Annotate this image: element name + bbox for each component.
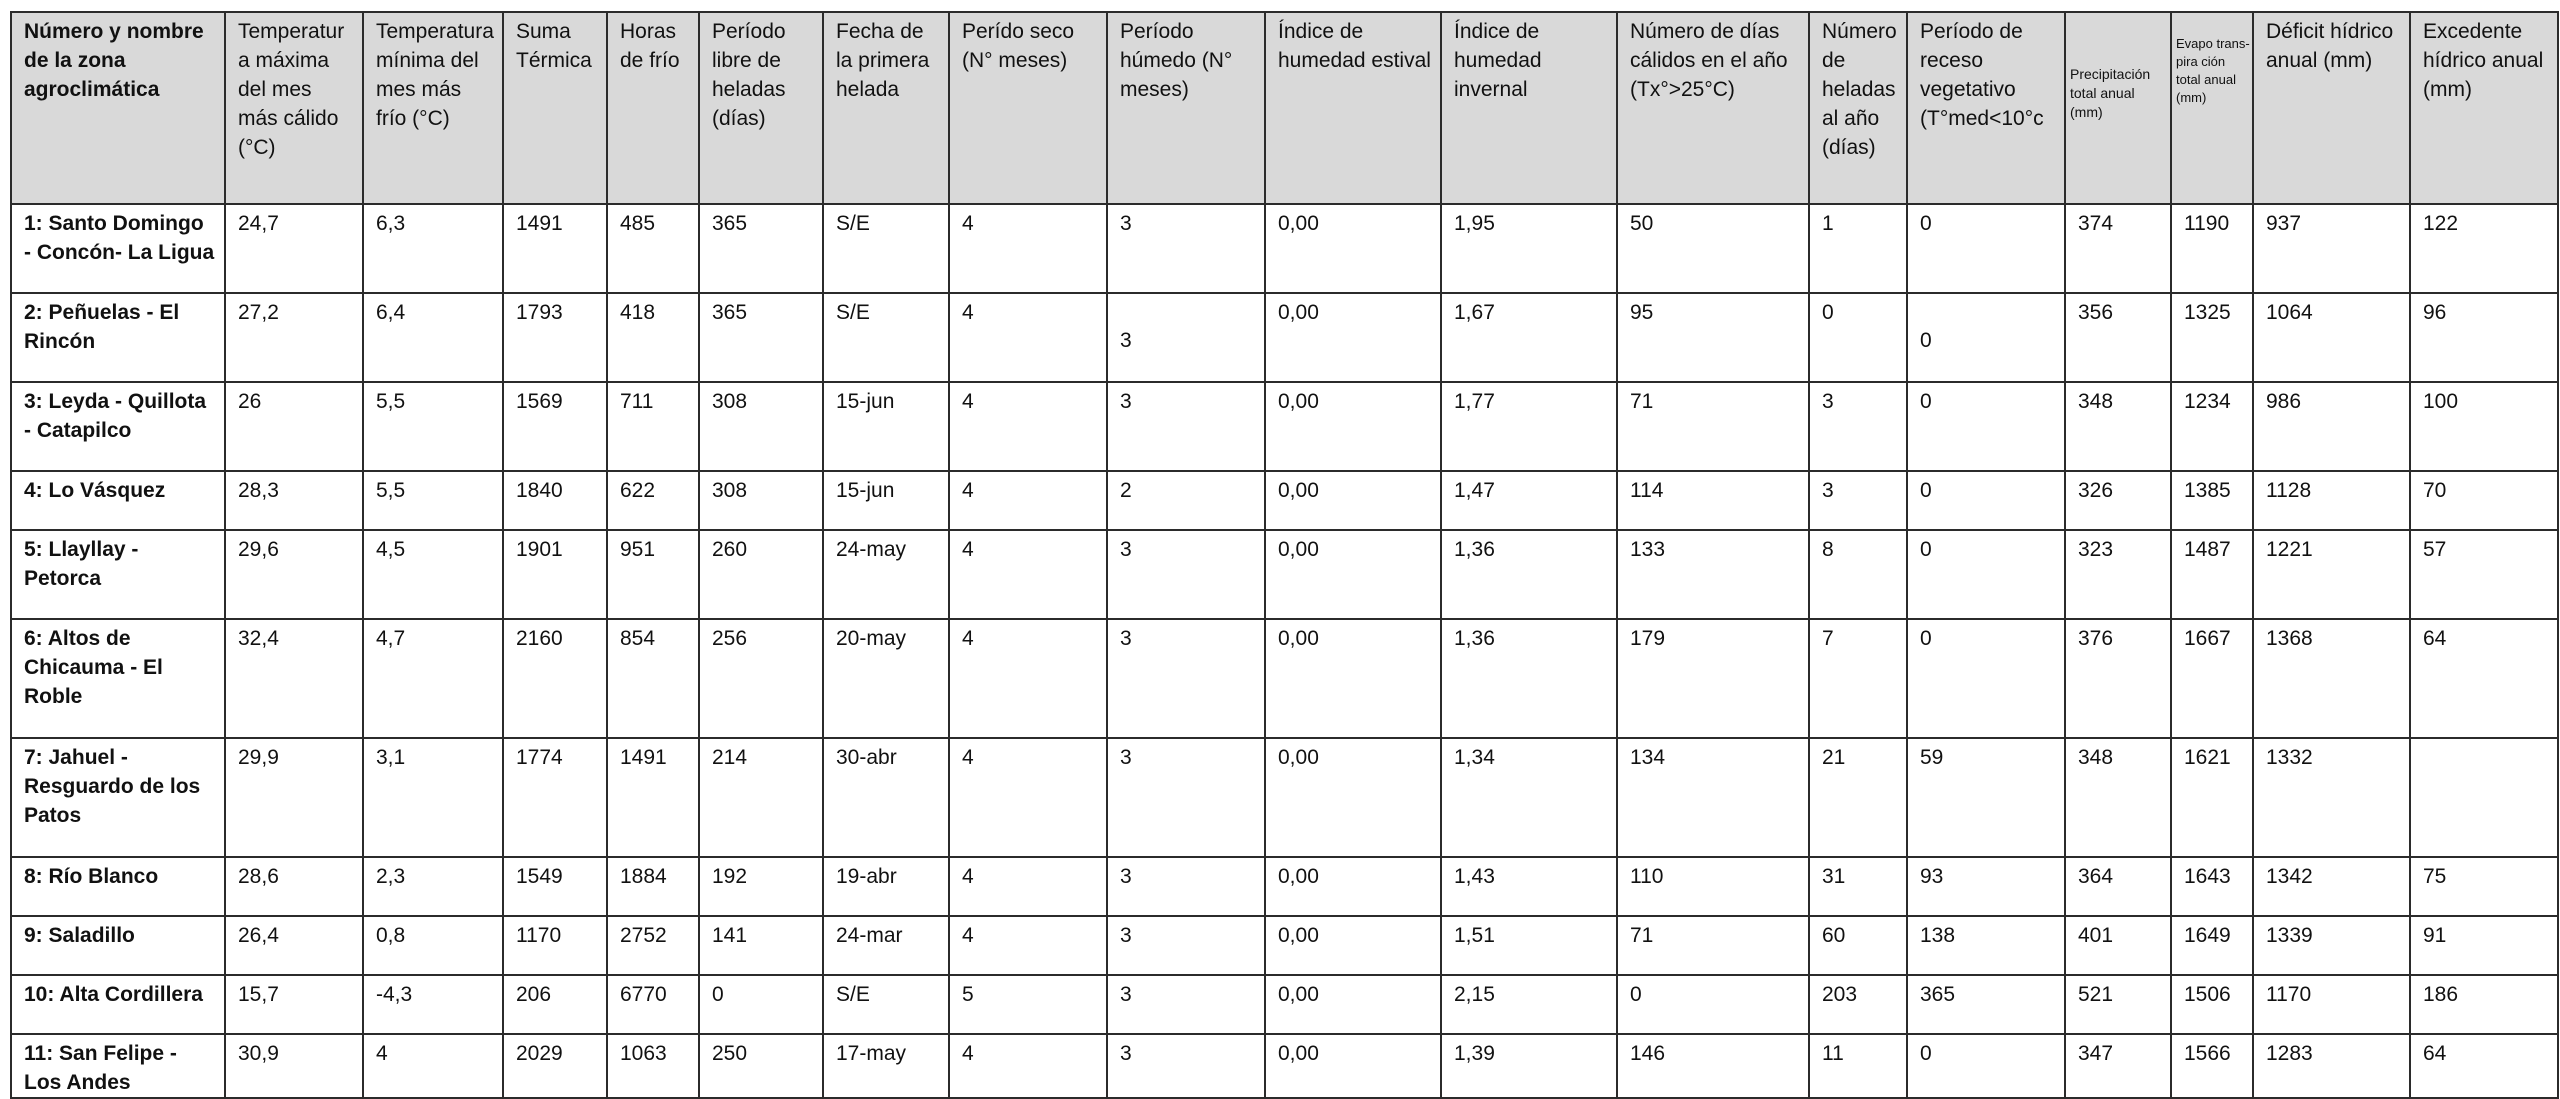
table-cell: 141: [699, 916, 823, 975]
table-row: [11, 619, 2558, 738]
table-cell: 256: [699, 619, 823, 738]
zone-name-cell: 3: Leyda - Quillota - Catapilco: [11, 382, 225, 471]
table-cell: 3: [1107, 916, 1265, 975]
table-cell: 0: [1907, 619, 2065, 738]
table-cell: 134: [1617, 738, 1809, 857]
table-cell: 0,00: [1265, 471, 1441, 530]
table-cell: 348: [2065, 382, 2171, 471]
table-cell: 2029: [503, 1034, 607, 1098]
zone-name-cell: 9: Saladillo: [11, 916, 225, 975]
table-cell: 93: [1907, 857, 2065, 916]
table-cell: 376: [2065, 619, 2171, 738]
table-cell: 0: [1617, 975, 1809, 1034]
table-row: [11, 738, 2558, 857]
table-cell: 4,5: [363, 530, 503, 619]
table-cell: 0,00: [1265, 975, 1441, 1034]
zone-name-cell: 6: Altos de Chicauma - El Roble: [11, 619, 225, 738]
table-cell: 17-may: [823, 1034, 949, 1098]
table-cell: 4: [949, 530, 1107, 619]
table-cell: 0: [1809, 293, 1907, 382]
table-cell: 1221: [2253, 530, 2410, 619]
header-water-deficit: Déficit hídrico anual (mm): [2253, 12, 2410, 204]
agroclimatic-zones-table: [10, 11, 2559, 1099]
header-water-surplus: Excedente hídrico anual (mm): [2410, 12, 2558, 204]
table-cell: 348: [2065, 738, 2171, 857]
table-cell: 3: [1107, 857, 1265, 916]
table-row: [11, 204, 2558, 293]
table-cell: 1,67: [1441, 293, 1617, 382]
table-cell: 4: [949, 293, 1107, 382]
table-cell: 57: [2410, 530, 2558, 619]
table-cell: 323: [2065, 530, 2171, 619]
table-cell: 1,39: [1441, 1034, 1617, 1098]
table-cell: 59: [1907, 738, 2065, 857]
header-thermal-sum: Suma Térmica: [503, 12, 607, 204]
table-cell: 15-jun: [823, 471, 949, 530]
zone-name-cell: 11: San Felipe - Los Andes: [11, 1034, 225, 1098]
table-cell: 15,7: [225, 975, 363, 1034]
table-cell: 1793: [503, 293, 607, 382]
table-cell: 100: [2410, 382, 2558, 471]
table-body: [11, 204, 2558, 1098]
table-cell: 0: [1907, 382, 2065, 471]
table-cell: 1385: [2171, 471, 2253, 530]
table-row: [11, 293, 2558, 382]
table-cell: 24-mar: [823, 916, 949, 975]
table-cell: 0: [1907, 471, 2065, 530]
table-cell: 203: [1809, 975, 1907, 1034]
table-cell: 24,7: [225, 204, 363, 293]
table-cell: 418: [607, 293, 699, 382]
table-cell: 1234: [2171, 382, 2253, 471]
table-cell: 2,3: [363, 857, 503, 916]
table-cell: 26: [225, 382, 363, 471]
table-cell: 30-abr: [823, 738, 949, 857]
header-first-frost: Fecha de la primera helada: [823, 12, 949, 204]
table-cell: 0,00: [1265, 204, 1441, 293]
table-cell: 122: [2410, 204, 2558, 293]
table-cell: 15-jun: [823, 382, 949, 471]
table-cell: 1064: [2253, 293, 2410, 382]
table-cell: 364: [2065, 857, 2171, 916]
header-row: [11, 12, 2558, 204]
table-cell: 4: [949, 619, 1107, 738]
table-cell: 21: [1809, 738, 1907, 857]
table-cell: 1,34: [1441, 738, 1617, 857]
table-cell: 365: [699, 293, 823, 382]
table-cell: -4,3: [363, 975, 503, 1034]
table-cell: 0: [699, 975, 823, 1034]
table-cell: 1170: [2253, 975, 2410, 1034]
table-cell: 0: [1907, 1034, 2065, 1098]
table-cell: 3: [1107, 1034, 1265, 1098]
table-cell: 0,00: [1265, 916, 1441, 975]
table-cell: 1621: [2171, 738, 2253, 857]
table-cell: 3: [1107, 738, 1265, 857]
table-cell: 1643: [2171, 857, 2253, 916]
table-cell: 0,00: [1265, 857, 1441, 916]
header-dormancy: Período de receso vegetativo (T°med<10°c: [1907, 12, 2065, 204]
table-cell: 485: [607, 204, 699, 293]
header-tmax: Temperatura máxima del mes más cálido (°C): [225, 12, 363, 204]
header-warm-days: Número de días cálidos en el año (Tx°>25°C): [1617, 12, 1809, 204]
table-cell: 138: [1907, 916, 2065, 975]
table-cell: 1190: [2171, 204, 2253, 293]
table-cell: 146: [1617, 1034, 1809, 1098]
table-cell: 1170: [503, 916, 607, 975]
table-cell: 64: [2410, 619, 2558, 738]
table-cell: 70: [2410, 471, 2558, 530]
table-cell: 0,00: [1265, 382, 1441, 471]
table-cell: 1332: [2253, 738, 2410, 857]
header-wet-period: Período húmedo (N° meses): [1107, 12, 1265, 204]
table-cell: 95: [1617, 293, 1809, 382]
header-evapotranspiration: Evapo trans-pira ción total anual (mm): [2171, 12, 2253, 204]
table-cell: 30,9: [225, 1034, 363, 1098]
zone-name-cell: 2: Peñuelas - El Rincón: [11, 293, 225, 382]
table-cell: 1569: [503, 382, 607, 471]
table-cell: 110: [1617, 857, 1809, 916]
table-cell: 2160: [503, 619, 607, 738]
table-cell: 4,7: [363, 619, 503, 738]
table-cell: 3: [1809, 382, 1907, 471]
table-cell: 4: [363, 1034, 503, 1098]
table-cell: 28,3: [225, 471, 363, 530]
table-cell: 365: [699, 204, 823, 293]
table-cell: 29,9: [225, 738, 363, 857]
table-cell: 250: [699, 1034, 823, 1098]
table-cell: 951: [607, 530, 699, 619]
table-cell: 0: [1907, 293, 2065, 382]
table-cell: 1491: [503, 204, 607, 293]
table-cell: 28,6: [225, 857, 363, 916]
table-cell: 0,00: [1265, 293, 1441, 382]
table-row: [11, 471, 2558, 530]
table-cell: 1283: [2253, 1034, 2410, 1098]
table-cell: 0,00: [1265, 530, 1441, 619]
table-cell: 3,1: [363, 738, 503, 857]
table-cell: 6770: [607, 975, 699, 1034]
table-cell: 3: [1107, 293, 1265, 382]
table-cell: 401: [2065, 916, 2171, 975]
table-cell: 1,77: [1441, 382, 1617, 471]
zone-name-cell: 7: Jahuel - Resguardo de los Patos: [11, 738, 225, 857]
table-cell: 206: [503, 975, 607, 1034]
table-cell: 60: [1809, 916, 1907, 975]
table-cell: 179: [1617, 619, 1809, 738]
table-cell: 1325: [2171, 293, 2253, 382]
table-cell: 711: [607, 382, 699, 471]
table-cell: 4: [949, 204, 1107, 293]
table-cell: 3: [1107, 530, 1265, 619]
table-cell: 1566: [2171, 1034, 2253, 1098]
table-cell: 5,5: [363, 382, 503, 471]
table-cell: 326: [2065, 471, 2171, 530]
header-winter-humidity: Índice de humedad invernal: [1441, 12, 1617, 204]
table-cell: 1840: [503, 471, 607, 530]
table-cell: 1,47: [1441, 471, 1617, 530]
header-precipitation: Precipitación total anual (mm): [2065, 12, 2171, 204]
table-cell: 1339: [2253, 916, 2410, 975]
table-cell: 64: [2410, 1034, 2558, 1098]
table-cell: 1063: [607, 1034, 699, 1098]
table-cell: 91: [2410, 916, 2558, 975]
table-cell: 1: [1809, 204, 1907, 293]
table-cell: 308: [699, 382, 823, 471]
table-cell: 19-abr: [823, 857, 949, 916]
table-row: [11, 530, 2558, 619]
table-cell: 32,4: [225, 619, 363, 738]
table-cell: 96: [2410, 293, 2558, 382]
table-cell: 347: [2065, 1034, 2171, 1098]
table-cell: 356: [2065, 293, 2171, 382]
header-tmin: Temperatura mínima del mes más frío (°C): [363, 12, 503, 204]
table-cell: 1368: [2253, 619, 2410, 738]
table-cell: 3: [1107, 382, 1265, 471]
table-cell: 2,15: [1441, 975, 1617, 1034]
table-cell: 1901: [503, 530, 607, 619]
table-cell: 3: [1107, 204, 1265, 293]
table-cell: 1506: [2171, 975, 2253, 1034]
table-cell: S/E: [823, 204, 949, 293]
table-cell: 0,8: [363, 916, 503, 975]
table-cell: 11: [1809, 1034, 1907, 1098]
table-cell: 5: [949, 975, 1107, 1034]
table-cell: 3: [1107, 619, 1265, 738]
table-cell: 0,00: [1265, 738, 1441, 857]
table-cell: 854: [607, 619, 699, 738]
table-cell: 0,00: [1265, 619, 1441, 738]
table-cell: 133: [1617, 530, 1809, 619]
table-cell: 6,4: [363, 293, 503, 382]
table-cell: 1342: [2253, 857, 2410, 916]
table-cell: 521: [2065, 975, 2171, 1034]
table-cell: 1549: [503, 857, 607, 916]
header-frost-free: Período libre de heladas (días): [699, 12, 823, 204]
table-cell: [2410, 738, 2558, 857]
header-chill-hours: Horas de frío: [607, 12, 699, 204]
table-cell: 20-may: [823, 619, 949, 738]
table-cell: 29,6: [225, 530, 363, 619]
table-cell: 1884: [607, 857, 699, 916]
table-cell: 3: [1107, 975, 1265, 1034]
table-cell: 0,00: [1265, 1034, 1441, 1098]
table-cell: 27,2: [225, 293, 363, 382]
table-cell: 2752: [607, 916, 699, 975]
table-cell: 7: [1809, 619, 1907, 738]
table-cell: 6,3: [363, 204, 503, 293]
table-cell: 50: [1617, 204, 1809, 293]
table-cell: 1774: [503, 738, 607, 857]
table-cell: 186: [2410, 975, 2558, 1034]
table-cell: 260: [699, 530, 823, 619]
table-cell: 4: [949, 1034, 1107, 1098]
table-cell: 4: [949, 738, 1107, 857]
table-cell: 31: [1809, 857, 1907, 916]
table-cell: 71: [1617, 916, 1809, 975]
header-zone: Número y nombre de la zona agroclimática: [11, 12, 225, 204]
table-cell: 1,36: [1441, 619, 1617, 738]
table-cell: 4: [949, 857, 1107, 916]
zone-name-cell: 10: Alta Cordillera: [11, 975, 225, 1034]
table-row: [11, 1034, 2558, 1098]
table-cell: 1487: [2171, 530, 2253, 619]
table-cell: 5,5: [363, 471, 503, 530]
table-cell: 75: [2410, 857, 2558, 916]
table-cell: 4: [949, 916, 1107, 975]
zone-name-cell: 4: Lo Vásquez: [11, 471, 225, 530]
table-cell: 374: [2065, 204, 2171, 293]
table-cell: 24-may: [823, 530, 949, 619]
table-row: [11, 382, 2558, 471]
table-cell: 192: [699, 857, 823, 916]
table-cell: 4: [949, 471, 1107, 530]
table-cell: 1649: [2171, 916, 2253, 975]
zone-name-cell: 1: Santo Domingo - Concón- La Ligua: [11, 204, 225, 293]
table-cell: 365: [1907, 975, 2065, 1034]
table-row: [11, 857, 2558, 916]
table-cell: 622: [607, 471, 699, 530]
table-cell: 308: [699, 471, 823, 530]
table-cell: 3: [1809, 471, 1907, 530]
zone-name-cell: 8: Río Blanco: [11, 857, 225, 916]
table-cell: 1491: [607, 738, 699, 857]
zone-name-cell: 5: Llayllay - Petorca: [11, 530, 225, 619]
table-row: [11, 916, 2558, 975]
table-cell: S/E: [823, 975, 949, 1034]
table-cell: 937: [2253, 204, 2410, 293]
table-cell: 214: [699, 738, 823, 857]
table-cell: 0: [1907, 530, 2065, 619]
table-cell: 8: [1809, 530, 1907, 619]
header-dry-period: Perído seco (N° meses): [949, 12, 1107, 204]
table-cell: 986: [2253, 382, 2410, 471]
table-cell: 1667: [2171, 619, 2253, 738]
table-cell: 2: [1107, 471, 1265, 530]
table-cell: 71: [1617, 382, 1809, 471]
table-cell: 1,51: [1441, 916, 1617, 975]
table-cell: 1,36: [1441, 530, 1617, 619]
table-cell: S/E: [823, 293, 949, 382]
table-cell: 1,95: [1441, 204, 1617, 293]
table-cell: 114: [1617, 471, 1809, 530]
table-cell: 0: [1907, 204, 2065, 293]
table-row: [11, 975, 2558, 1034]
table-cell: 26,4: [225, 916, 363, 975]
table-cell: 1128: [2253, 471, 2410, 530]
table-cell: 1,43: [1441, 857, 1617, 916]
header-summer-humidity: Índice de humedad estival: [1265, 12, 1441, 204]
header-frosts: Número de heladas al año (días): [1809, 12, 1907, 204]
table-cell: 4: [949, 382, 1107, 471]
